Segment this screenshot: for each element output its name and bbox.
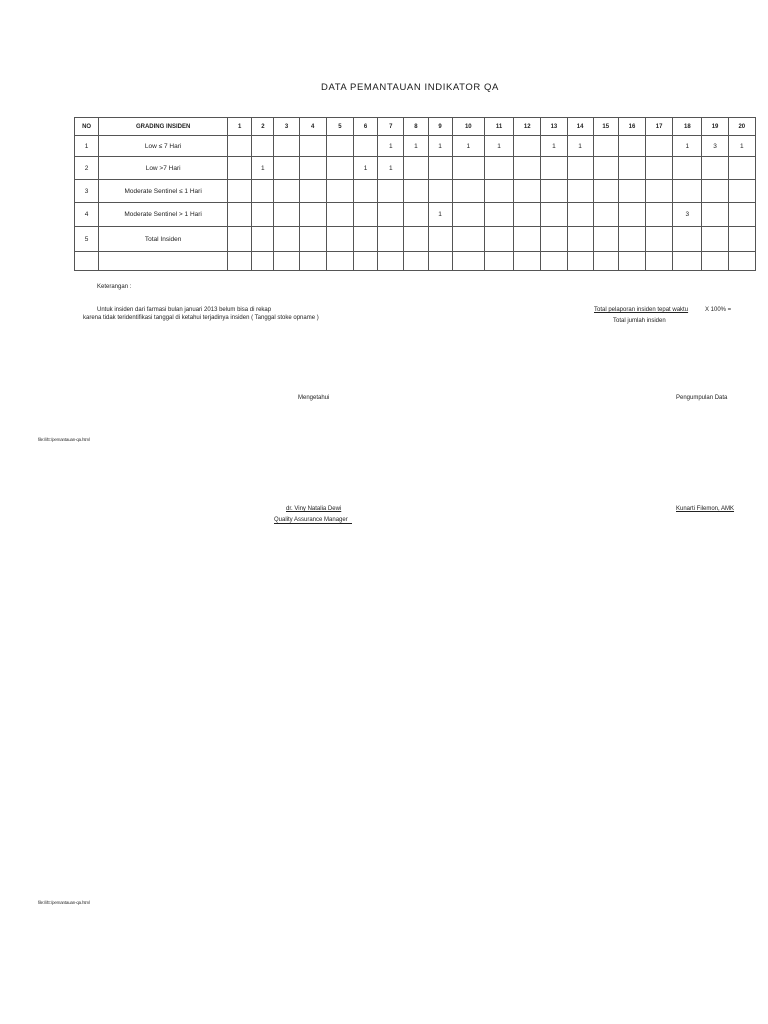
signature-right-name: Kunarti Filemon, AMK bbox=[676, 506, 735, 512]
table-cell bbox=[484, 157, 513, 180]
table-cell bbox=[452, 203, 484, 227]
table-cell bbox=[618, 252, 645, 271]
table-cell bbox=[299, 157, 326, 180]
table-cell: 1 bbox=[353, 157, 377, 180]
table-cell bbox=[252, 136, 274, 157]
table-cell bbox=[484, 227, 513, 252]
table-cell bbox=[646, 180, 673, 203]
header-day: 5 bbox=[326, 118, 353, 136]
table-cell bbox=[567, 203, 593, 227]
table-cell: 1 bbox=[252, 157, 274, 180]
table-cell: 1 bbox=[378, 157, 404, 180]
table-cell bbox=[593, 136, 618, 157]
table-cell bbox=[514, 252, 541, 271]
signature-left-title: Quality Assurance Manager bbox=[274, 517, 352, 524]
table-cell bbox=[299, 227, 326, 252]
table-cell bbox=[452, 227, 484, 252]
table-cell bbox=[228, 180, 252, 203]
row-number bbox=[75, 252, 99, 271]
formula-denominator: Total jumlah insiden bbox=[613, 318, 666, 324]
table-cell bbox=[452, 157, 484, 180]
table-row bbox=[75, 227, 756, 252]
table-cell bbox=[673, 252, 702, 271]
table-cell bbox=[326, 252, 353, 271]
table-cell bbox=[728, 252, 755, 271]
table-cell bbox=[728, 203, 755, 227]
header-day: 20 bbox=[728, 118, 755, 136]
table-cell bbox=[484, 180, 513, 203]
table-cell bbox=[274, 203, 299, 227]
table-cell bbox=[228, 203, 252, 227]
table-cell bbox=[702, 227, 728, 252]
header-day: 11 bbox=[484, 118, 513, 136]
table-cell bbox=[646, 203, 673, 227]
table-cell bbox=[378, 252, 404, 271]
table-cell: 3 bbox=[702, 136, 728, 157]
table-row bbox=[75, 180, 756, 203]
table-cell bbox=[252, 180, 274, 203]
row-label: Moderate Sentinel > 1 Hari bbox=[99, 203, 228, 227]
table-cell bbox=[428, 157, 452, 180]
header-day: 8 bbox=[404, 118, 428, 136]
table-cell: 1 bbox=[673, 136, 702, 157]
header-day: 14 bbox=[567, 118, 593, 136]
formula-multiplier: X 100% = bbox=[705, 307, 732, 313]
table-cell bbox=[378, 203, 404, 227]
table-cell bbox=[252, 227, 274, 252]
row-number: 2 bbox=[75, 157, 99, 180]
table-cell bbox=[646, 136, 673, 157]
footer-mark-upper: file:///E:/pemantauan-qa.html bbox=[38, 437, 90, 442]
header-day: 17 bbox=[646, 118, 673, 136]
table-cell bbox=[299, 136, 326, 157]
table-cell bbox=[514, 180, 541, 203]
incident-table bbox=[74, 117, 756, 271]
table-cell bbox=[673, 157, 702, 180]
table-cell: 1 bbox=[541, 136, 567, 157]
table-cell bbox=[228, 252, 252, 271]
table-cell bbox=[514, 136, 541, 157]
table-cell bbox=[274, 252, 299, 271]
table-cell bbox=[428, 252, 452, 271]
table-cell bbox=[646, 157, 673, 180]
table-cell bbox=[593, 180, 618, 203]
table-cell bbox=[567, 157, 593, 180]
table-cell bbox=[618, 180, 645, 203]
table-cell: 1 bbox=[378, 136, 404, 157]
table-row bbox=[75, 157, 756, 180]
table-cell bbox=[452, 252, 484, 271]
table-cell bbox=[274, 227, 299, 252]
header-day: 6 bbox=[353, 118, 377, 136]
table-cell bbox=[618, 203, 645, 227]
header-day: 16 bbox=[618, 118, 645, 136]
table-cell bbox=[702, 203, 728, 227]
table-cell bbox=[593, 203, 618, 227]
table-cell bbox=[252, 252, 274, 271]
row-number: 3 bbox=[75, 180, 99, 203]
header-grading: GRADING INSIDEN bbox=[99, 118, 228, 136]
table-cell bbox=[428, 180, 452, 203]
signature-left-role: Mengetahui bbox=[298, 395, 330, 401]
table-cell bbox=[404, 203, 428, 227]
table-cell bbox=[404, 157, 428, 180]
table-cell: 1 bbox=[484, 136, 513, 157]
table-cell bbox=[428, 227, 452, 252]
table-cell bbox=[646, 227, 673, 252]
table-cell bbox=[514, 157, 541, 180]
header-day: 9 bbox=[428, 118, 452, 136]
header-day: 18 bbox=[673, 118, 702, 136]
row-label: Low ≤ 7 Hari bbox=[99, 136, 228, 157]
table-cell bbox=[228, 227, 252, 252]
table-cell bbox=[378, 180, 404, 203]
table-cell bbox=[567, 252, 593, 271]
header-day: 7 bbox=[378, 118, 404, 136]
table-cell bbox=[274, 180, 299, 203]
table-cell bbox=[299, 203, 326, 227]
table-cell bbox=[404, 252, 428, 271]
row-label: Total Insiden bbox=[99, 227, 228, 252]
header-day: 4 bbox=[299, 118, 326, 136]
table-cell bbox=[541, 252, 567, 271]
table-cell bbox=[567, 180, 593, 203]
table-cell bbox=[593, 227, 618, 252]
table-cell bbox=[353, 252, 377, 271]
table-cell bbox=[541, 180, 567, 203]
table-cell bbox=[326, 136, 353, 157]
table-cell bbox=[618, 157, 645, 180]
header-day: 3 bbox=[274, 118, 299, 136]
table-cell bbox=[728, 180, 755, 203]
table-header-row bbox=[75, 118, 756, 136]
notes-line-2: karena tidak teridentifikasi tanggal di ketahui terjadinya insiden ( Tanggal stoke opname ) bbox=[83, 315, 319, 321]
header-day: 13 bbox=[541, 118, 567, 136]
header-day: 10 bbox=[452, 118, 484, 136]
table-cell bbox=[228, 136, 252, 157]
table-cell bbox=[541, 227, 567, 252]
table-cell bbox=[567, 227, 593, 252]
table-row bbox=[75, 136, 756, 157]
row-label: Low >7 Hari bbox=[99, 157, 228, 180]
table-cell bbox=[541, 157, 567, 180]
table-cell: 1 bbox=[428, 136, 452, 157]
table-cell bbox=[593, 252, 618, 271]
table-cell: 1 bbox=[428, 203, 452, 227]
table-cell bbox=[484, 203, 513, 227]
page-title: DATA PEMANTAUAN INDIKATOR QA bbox=[321, 82, 499, 93]
table-row bbox=[75, 252, 756, 271]
row-number: 5 bbox=[75, 227, 99, 252]
table-cell bbox=[702, 180, 728, 203]
table-cell bbox=[484, 252, 513, 271]
table-cell bbox=[541, 203, 567, 227]
table-cell bbox=[274, 157, 299, 180]
table-cell bbox=[702, 252, 728, 271]
table-cell bbox=[618, 227, 645, 252]
table-cell bbox=[353, 180, 377, 203]
signature-right-role: Pengumpulan Data bbox=[676, 395, 728, 401]
table-row bbox=[75, 203, 756, 227]
table-cell bbox=[673, 227, 702, 252]
table-cell bbox=[514, 227, 541, 252]
header-day: 1 bbox=[228, 118, 252, 136]
signature-left-name: dr. Viny Natalia Dewi bbox=[286, 506, 342, 512]
table-cell bbox=[702, 157, 728, 180]
row-number: 1 bbox=[75, 136, 99, 157]
table-cell: 1 bbox=[404, 136, 428, 157]
table-cell bbox=[353, 227, 377, 252]
table-cell bbox=[378, 227, 404, 252]
table-cell bbox=[299, 180, 326, 203]
row-label bbox=[99, 252, 228, 271]
table-cell bbox=[353, 203, 377, 227]
table-cell: 1 bbox=[728, 136, 755, 157]
table-cell bbox=[514, 203, 541, 227]
table-cell bbox=[252, 203, 274, 227]
header-day: 2 bbox=[252, 118, 274, 136]
notes-line-1: Untuk insiden dari farmasi bulan januari 2013 belum bisa di rekap bbox=[97, 307, 272, 313]
table-cell bbox=[299, 252, 326, 271]
table-cell bbox=[452, 180, 484, 203]
table-cell bbox=[646, 252, 673, 271]
table-cell: 3 bbox=[673, 203, 702, 227]
notes-heading: Keterangan : bbox=[97, 284, 132, 290]
table-cell bbox=[728, 227, 755, 252]
table-cell bbox=[274, 136, 299, 157]
table-cell bbox=[728, 157, 755, 180]
header-no: NO bbox=[75, 118, 99, 136]
table-cell bbox=[404, 180, 428, 203]
table-cell bbox=[326, 157, 353, 180]
footer-mark-lower: file:///E:/pemantauan-qa.html bbox=[38, 900, 90, 905]
header-day: 12 bbox=[514, 118, 541, 136]
table-cell: 1 bbox=[452, 136, 484, 157]
header-day: 15 bbox=[593, 118, 618, 136]
formula-numerator: Total pelaporan insiden tepat waktu bbox=[594, 307, 689, 313]
table-cell bbox=[593, 157, 618, 180]
header-day: 19 bbox=[702, 118, 728, 136]
table-cell bbox=[326, 203, 353, 227]
table-cell bbox=[326, 227, 353, 252]
table-cell: 1 bbox=[567, 136, 593, 157]
row-label: Moderate Sentinel ≤ 1 Hari bbox=[99, 180, 228, 203]
row-number: 4 bbox=[75, 203, 99, 227]
table-cell bbox=[404, 227, 428, 252]
table-cell bbox=[228, 157, 252, 180]
table-cell bbox=[673, 180, 702, 203]
table-cell bbox=[326, 180, 353, 203]
table-cell bbox=[618, 136, 645, 157]
table-cell bbox=[353, 136, 377, 157]
